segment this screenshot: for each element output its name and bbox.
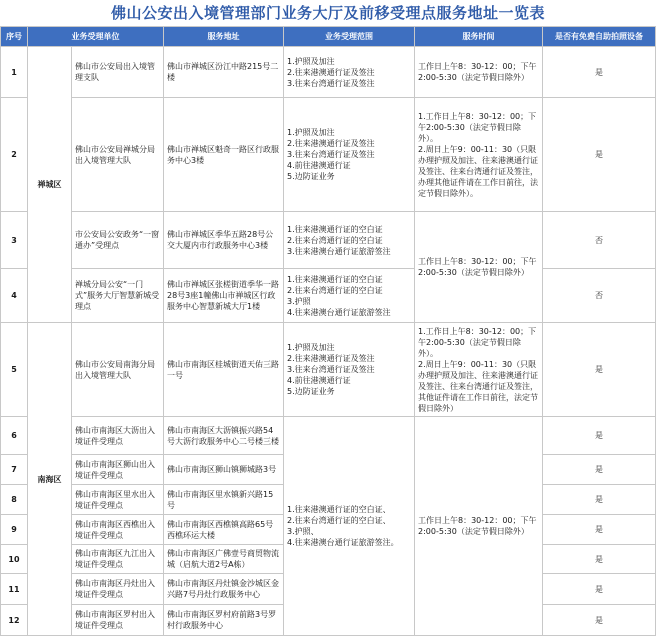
table-row [1, 417, 656, 455]
photo-cell: 是 [543, 417, 656, 455]
header-scope: 业务受理范围 [284, 27, 415, 47]
scope-line: 1.往来港澳通行证的空白证 [287, 274, 383, 284]
unit-cell: 佛山市南海区大沥出入境证件受理点 [72, 417, 164, 455]
time-cell: 1.工作日上午8：30-12：00；下午2:00-5:30（法定节假日除外）。 2.周日上午9：00-11：30（只限办理护照及加注、往来港澳通行证及签注、往来台湾通行证及签注，其他证件请在工作日前往，法定节假日除外） [415, 323, 543, 417]
page-title: 佛山公安出入境管理部门业务大厅及前移受理点服务地址一览表 [110, 4, 545, 22]
scope-line: 3.往来港澳台通行证旅游签注 [287, 246, 391, 256]
scope-line: 1.护照及加注 [287, 56, 335, 66]
time-cell: 工作日上午8：30-12：00；下午2:00-5:30（法定节假日除外） [415, 47, 543, 98]
header-no: 序号 [1, 27, 28, 47]
table-row [1, 212, 656, 269]
unit-cell: 佛山市公安局南海分局出入境管理大队 [72, 323, 164, 417]
table-row [1, 323, 656, 417]
photo-cell: 否 [543, 269, 656, 323]
unit-cell: 市公安局公安政务“一窗通办”受理点 [72, 212, 164, 269]
row-number: 8 [1, 485, 28, 515]
scope-line: 3.往来台湾通行证及签注 [287, 365, 375, 374]
scope-line: 3.护照、 [287, 527, 319, 536]
scope-line: 4.前往港澳通行证 [287, 376, 351, 385]
scope-line: 3.往来台湾通行证及签注 [287, 150, 375, 159]
scope-line: 5.边防证业务 [287, 172, 335, 181]
row-number: 11 [1, 574, 28, 605]
scope-line: 2.往来港澳通行证及签注 [287, 67, 375, 77]
scope-line: 4.往来港澳台通行证旅游签注。 [287, 538, 399, 547]
scope-line: 2.往来台湾通行证的空白证 [287, 285, 383, 295]
photo-cell: 否 [543, 212, 656, 269]
row-number: 10 [1, 545, 28, 574]
address-cell: 佛山市南海区广佛壹号商贸物流城（启航大道2号A栋） [164, 545, 284, 574]
row-number: 6 [1, 417, 28, 455]
scope-line: 2.往来台湾通行证的空白证、 [287, 516, 391, 525]
row-number: 5 [1, 323, 28, 417]
scope-cell [284, 47, 415, 98]
photo-cell: 是 [543, 455, 656, 485]
row-number: 3 [1, 212, 28, 269]
scope-cell [284, 323, 415, 417]
photo-cell: 是 [543, 485, 656, 515]
photo-cell: 是 [543, 323, 656, 417]
district-label: 禅城区 [28, 47, 72, 323]
scope-cell [284, 417, 415, 636]
row-number: 2 [1, 98, 28, 212]
table-row [1, 269, 656, 323]
table-row [1, 47, 656, 98]
row-number: 7 [1, 455, 28, 485]
address-cell: 佛山市南海区大沥镇振兴路54号大沥行政服务中心二号楼三楼 [164, 417, 284, 455]
photo-cell: 是 [543, 545, 656, 574]
scope-line: 4.往来港澳台通行证旅游签注 [287, 307, 391, 317]
scope-cell [284, 269, 415, 323]
row-number: 9 [1, 515, 28, 545]
unit-cell: 佛山市公安局禅城分局出入境管理大队 [72, 98, 164, 212]
address-cell: 佛山市南海区西樵镇高路65号西樵环运大楼 [164, 515, 284, 545]
row-number: 1 [1, 47, 28, 98]
header-row [1, 27, 656, 47]
photo-cell: 是 [543, 47, 656, 98]
scope-line: 2.往来台湾通行证的空白证 [287, 235, 383, 245]
unit-cell: 禅城分局公安“一门式”服务大厅智慧新城受理点 [72, 269, 164, 323]
address-cell: 佛山市禅城区汾江中路215号二楼 [164, 47, 284, 98]
photo-cell: 是 [543, 98, 656, 212]
scope-line: 5.边防证业务 [287, 387, 335, 396]
address-cell: 佛山市南海区狮山镇狮城路3号 [164, 455, 284, 485]
scope-line: 1.往来港澳通行证的空白证 [287, 224, 383, 234]
address-cell: 佛山市南海区里水镇新兴路15号 [164, 485, 284, 515]
unit-cell: 佛山市南海区九江出入境证件受理点 [72, 545, 164, 574]
photo-cell: 是 [543, 605, 656, 636]
scope-cell [284, 212, 415, 269]
unit-cell: 佛山市南海区狮山出入境证件受理点 [72, 455, 164, 485]
unit-cell: 佛山市南海区里水出入境证件受理点 [72, 485, 164, 515]
scope-line: 1.护照及加注 [287, 343, 335, 352]
scope-line: 2.往来港澳通行证及签注 [287, 354, 375, 363]
district-label: 南海区 [28, 323, 72, 636]
unit-cell: 佛山市南海区丹灶出入境证件受理点 [72, 574, 164, 605]
unit-cell: 佛山市南海区罗村出入境证件受理点 [72, 605, 164, 636]
scope-line: 1.护照及加注 [287, 128, 335, 137]
row-number: 4 [1, 269, 28, 323]
address-cell: 佛山市南海区罗村府前路3号罗村行政服务中心 [164, 605, 284, 636]
address-cell: 佛山市南海区丹灶镇金沙城区金兴路7号丹灶行政服务中心 [164, 574, 284, 605]
address-cell: 佛山市禅城区季华五路28号公交大厦内市行政服务中心3楼 [164, 212, 284, 269]
unit-cell: 佛山市公安局出入境管理支队 [72, 47, 164, 98]
time-cell: 1.工作日上午8：30-12：00；下午2:00-5:30（法定节假日除外）。 2.周日上午9：00-11：30（只限办理护照及加注、往来港澳通行证及签注、往来台湾通行证及签注，办理其他证件请在工作日前往，法定节假日除外）。 [415, 98, 543, 212]
address-cell: 佛山市禅城区魁奇一路区行政服务中心3楼 [164, 98, 284, 212]
photo-cell: 是 [543, 574, 656, 605]
time-cell: 工作日上午8：30-12：00；下午2:00-5:30（法定节假日除外） [415, 417, 543, 636]
table-row [1, 98, 656, 212]
time-cell: 工作日上午8：30-12：00；下午2:00-5:30（法定节假日除外） [415, 212, 543, 323]
header-time: 服务时间 [415, 27, 543, 47]
scope-line: 1.往来港澳通行证的空白证、 [287, 505, 391, 514]
scope-cell [284, 98, 415, 212]
unit-cell: 佛山市南海区西樵出入境证件受理点 [72, 515, 164, 545]
scope-line: 3.往来台湾通行证及签注 [287, 78, 375, 88]
scope-line: 4.前往港澳通行证 [287, 161, 351, 170]
address-cell: 佛山市禅城区张槎街道季华一路28号3座1幢佛山市禅城区行政服务中心智慧新城大厅1楼 [164, 269, 284, 323]
scope-line: 3.护照 [287, 296, 311, 306]
address-cell: 佛山市南海区桂城街道天佑三路一号 [164, 323, 284, 417]
header-address: 服务地址 [164, 27, 284, 47]
header-photo: 是否有免费自助拍照设备 [543, 27, 656, 47]
photo-cell: 是 [543, 515, 656, 545]
service-table [0, 26, 656, 636]
header-unit: 业务受理单位 [28, 27, 164, 47]
row-number: 12 [1, 605, 28, 636]
scope-line: 2.往来港澳通行证及签注 [287, 139, 375, 148]
